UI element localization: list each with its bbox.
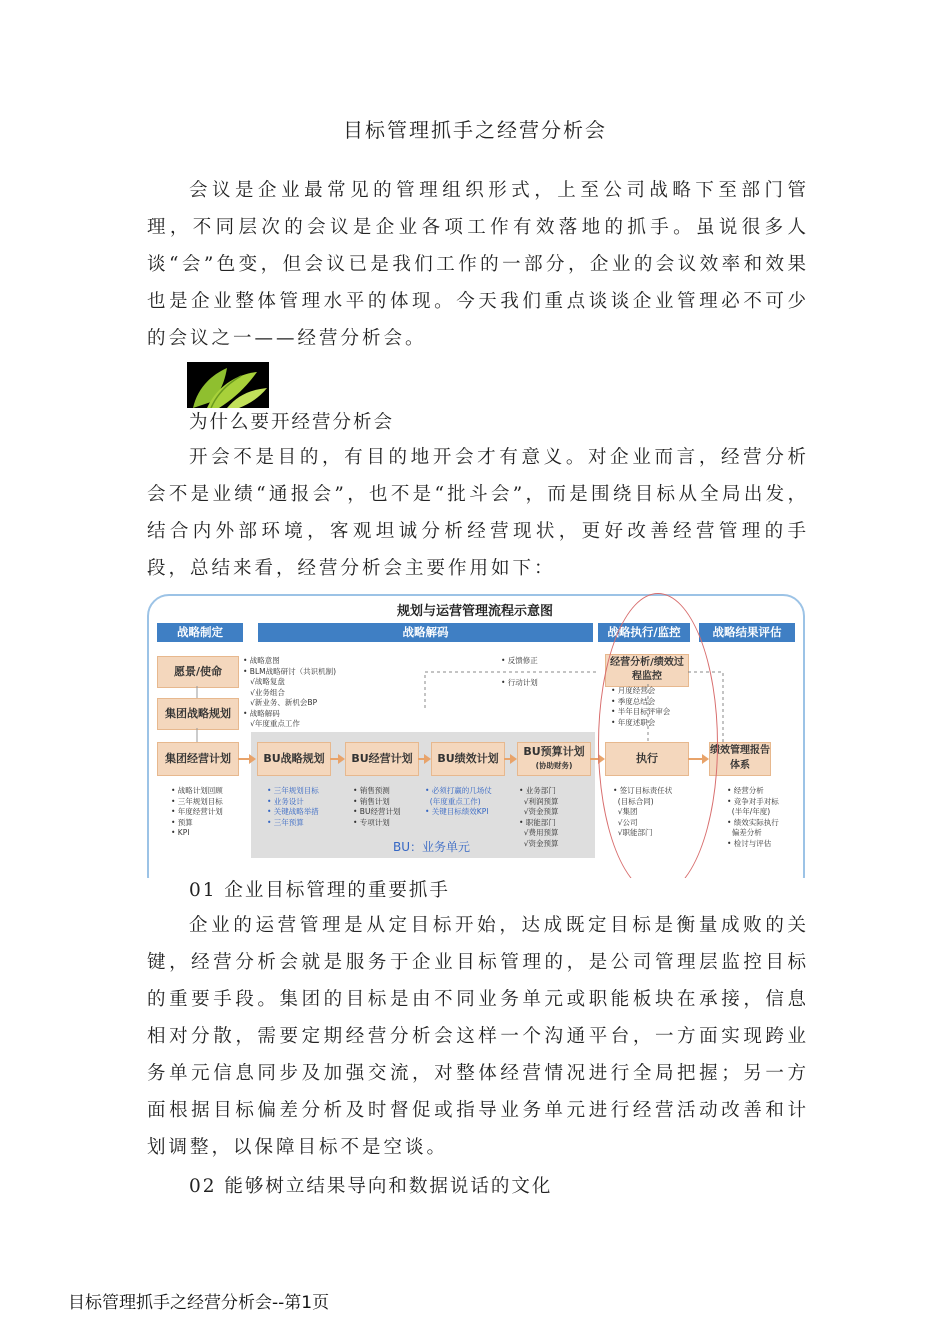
notes-action: • 行动计划 [501,678,538,687]
notes-group-plan: • 战略计划回顾 • 三年规划目标 • 年度经营计划 • 预算 • KPI [171,786,223,837]
box-bu-plan: BU经营计划 [345,742,419,776]
notes-bu-strategy: • 三年规划目标 • 业务设计 • 关键战略举措 • 三年预算 [267,786,319,827]
notes-bu-plan: • 销售预测 • 销售计划 • BU经营计划 • 专项计划 [353,786,401,827]
box-bu-strategy: BU战略规划 [257,742,331,776]
box-group-plan: 集团经营计划 [157,742,239,776]
box-report: 绩效管理报告体系 [709,742,771,776]
box-group-strategy: 集团战略规划 [157,698,239,730]
header-strategy-evaluation: 战略结果评估 [699,623,795,642]
box-bu-performance: BU绩效计划 [431,742,505,776]
bu-unit-label: BU：业务单元 [393,840,471,854]
notes-bu-performance: • 必须打赢的几场仗 (年度重点工作) • 关键目标绩效KPI [425,786,492,816]
section-01-heading: 01 企业目标管理的重要抓手 [189,880,450,901]
intro-paragraph: 会议是企业最常见的管理组织形式，上至公司战略下至部门管理，不同层次的会议是企业各项工作有效落地的抓手。虽说很多人谈“会”色变，但会议已是我们工作的一部分，企业的会议效率和效果也是企业整体管理水平的体现。今天我们重点谈谈企业管理必不可少的会议之一——经营分析会。 [147,180,809,349]
section-01-paragraph: 企业的运营管理是从定目标开始，达成既定目标是衡量成败的关键，经营分析会就是服务于企业目标管理的，是公司管理层监控目标的重要手段。集团的目标是由不同业务单元或职能板块在承接，信息相对分散，需要定期经营分析会这样一个沟通平台，一方面实现跨业务单元信息同步及加强交流，对整体经营情况进行全局把握；另一方面根据目标偏差分析及时督促或指导业务单元进行经营活动改善和计划调整，以保障目标不是空谈。 [147,915,809,1158]
box-execute: 执行 [605,742,689,776]
section-why-heading: 为什么要开经营分析会 [189,412,395,433]
notes-execute: • 签订目标责任状 (目标合同) √集团 √公司 √职能部门 [613,786,673,837]
why-paragraph: 开会不是目的，有目的地开会才有意义。对企业而言，经营分析会不是业绩“通报会”，也不是“批斗会”，而是围绕目标从全局出发，结合内外部环境，客观坦诚分析经营现状，更好改善经营管理的手段，总结来看，经营分析会主要作用如下： [147,447,809,579]
notes-decode: • 战略意图 • BLM战略研讨（共识机制) √战略复盘 √业务组合 √新业务、新机会BP • 战略解码 √年度重点工作 [243,656,337,728]
header-strategy-formulation: 战略制定 [157,623,243,642]
header-strategy-decoding: 战略解码 [258,623,593,642]
bu-budget-sub: (协助财务) [535,761,573,770]
box-vision: 愿景/使命 [157,656,239,688]
page-footer: 目标管理抓手之经营分析会--第1页 [68,1293,330,1313]
notes-bu-budget: • 业务部门 √利润预算 √资金预算 • 职能部门 √费用预算 √资金预算 [519,786,559,848]
section-02-heading: 02 能够树立结果导向和数据说话的文化 [189,1176,553,1197]
box-monitor: 经营分析/绩效过程监控 [605,654,689,687]
diagram-title: 规划与运营管理流程示意图 [396,604,553,619]
process-diagram [143,592,807,878]
leaf-image [187,362,269,408]
notes-feedback: • 反馈修正 [501,656,538,665]
notes-report: • 经营分析 • 竞争对手对标 (半年/年度) • 绩效实际执行 偏差分析 • 检讨与评估 [727,786,779,848]
header-strategy-execution: 战略执行/监控 [598,623,690,642]
highlight-ellipse [598,593,718,878]
bu-budget-label: BU预算计划 [523,745,585,758]
doc-title: 目标管理抓手之经营分析会 [343,118,607,142]
notes-monitor: • 月度经营会 • 季度总结会 • 半年目标评审会 • 年度述职会 [611,686,671,727]
